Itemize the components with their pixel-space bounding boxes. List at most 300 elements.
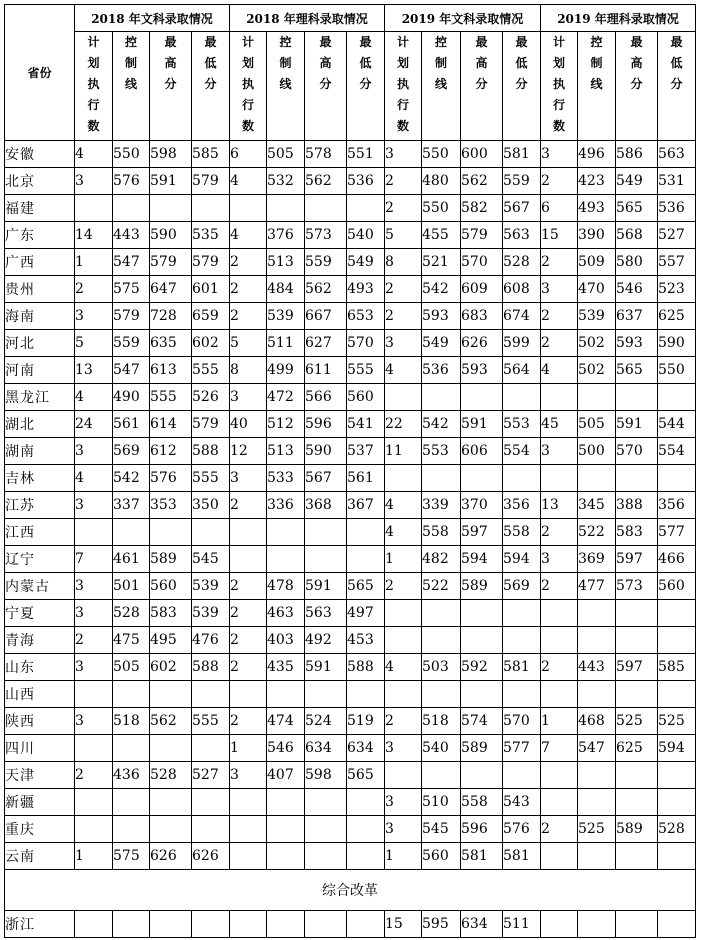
data-cell xyxy=(658,600,696,627)
data-cell: 565 xyxy=(347,762,385,789)
table-row xyxy=(5,357,696,384)
data-cell: 579 xyxy=(192,249,230,276)
data-cell: 2 xyxy=(75,627,113,654)
data-cell: 574 xyxy=(461,708,503,735)
data-cell: 591 xyxy=(305,654,347,681)
data-cell: 540 xyxy=(422,735,461,762)
data-cell: 2 xyxy=(230,654,267,681)
data-cell: 2 xyxy=(230,708,267,735)
data-cell xyxy=(503,384,541,411)
data-cell: 588 xyxy=(192,654,230,681)
province-cell: 陕西 xyxy=(5,708,75,735)
data-cell xyxy=(541,600,578,627)
data-cell: 1 xyxy=(230,735,267,762)
data-cell: 582 xyxy=(461,195,503,222)
data-cell xyxy=(616,681,658,708)
data-cell xyxy=(347,816,385,843)
data-cell: 567 xyxy=(305,465,347,492)
province-cell: 内蒙古 xyxy=(5,573,75,600)
data-cell: 4 xyxy=(541,357,578,384)
table-row xyxy=(5,195,696,222)
data-cell: 4 xyxy=(385,519,422,546)
data-cell: 581 xyxy=(503,141,541,168)
data-cell xyxy=(461,627,503,654)
data-cell: 563 xyxy=(305,600,347,627)
data-cell: 583 xyxy=(616,519,658,546)
subheader-2-3 xyxy=(503,32,541,141)
data-cell: 2 xyxy=(541,519,578,546)
data-cell xyxy=(385,465,422,492)
data-cell xyxy=(578,911,616,938)
subheader-label: 计划执行数 xyxy=(396,35,409,133)
data-cell xyxy=(150,195,192,222)
data-cell: 1 xyxy=(75,843,113,870)
data-cell xyxy=(422,465,461,492)
data-cell: 443 xyxy=(578,654,616,681)
data-cell xyxy=(305,195,347,222)
data-cell xyxy=(192,789,230,816)
data-cell: 13 xyxy=(541,492,578,519)
data-cell: 578 xyxy=(305,141,347,168)
data-cell: 14 xyxy=(75,222,113,249)
table-row xyxy=(5,330,696,357)
data-cell xyxy=(230,519,267,546)
data-cell: 474 xyxy=(267,708,305,735)
table-row xyxy=(5,627,696,654)
reform-section-label: 综合改革 xyxy=(5,870,696,911)
data-cell: 3 xyxy=(385,735,422,762)
data-cell: 560 xyxy=(658,573,696,600)
header-row-groups xyxy=(5,5,696,32)
data-cell: 577 xyxy=(503,735,541,762)
data-cell xyxy=(347,546,385,573)
data-cell: 579 xyxy=(461,222,503,249)
data-cell: 653 xyxy=(347,303,385,330)
table-row xyxy=(5,492,696,519)
data-cell: 2 xyxy=(385,276,422,303)
data-cell: 555 xyxy=(192,357,230,384)
data-cell: 5 xyxy=(230,330,267,357)
province-cell: 广西 xyxy=(5,249,75,276)
province-cell: 海南 xyxy=(5,303,75,330)
data-cell: 546 xyxy=(616,276,658,303)
data-cell: 2 xyxy=(230,573,267,600)
data-cell: 576 xyxy=(503,816,541,843)
province-cell: 北京 xyxy=(5,168,75,195)
table-row xyxy=(5,911,696,938)
data-cell: 40 xyxy=(230,411,267,438)
province-cell: 安徽 xyxy=(5,141,75,168)
data-cell xyxy=(541,911,578,938)
data-cell: 525 xyxy=(616,708,658,735)
data-cell: 3 xyxy=(75,600,113,627)
data-cell: 356 xyxy=(503,492,541,519)
data-cell xyxy=(267,789,305,816)
data-cell: 536 xyxy=(658,195,696,222)
data-cell: 1 xyxy=(385,843,422,870)
data-cell: 518 xyxy=(113,708,150,735)
data-cell: 547 xyxy=(113,249,150,276)
data-cell: 555 xyxy=(192,708,230,735)
data-cell: 2 xyxy=(541,168,578,195)
admission-table-wrapper xyxy=(4,4,696,938)
data-cell xyxy=(150,911,192,938)
data-cell: 601 xyxy=(192,276,230,303)
data-cell: 370 xyxy=(461,492,503,519)
province-cell: 湖南 xyxy=(5,438,75,465)
data-cell: 589 xyxy=(616,816,658,843)
data-cell: 2 xyxy=(541,249,578,276)
subheader-label: 最高分 xyxy=(164,35,177,91)
data-cell: 490 xyxy=(113,384,150,411)
data-cell: 388 xyxy=(616,492,658,519)
data-cell: 3 xyxy=(75,654,113,681)
data-cell: 525 xyxy=(578,816,616,843)
data-cell: 634 xyxy=(305,735,347,762)
data-cell: 6 xyxy=(541,195,578,222)
data-cell xyxy=(267,843,305,870)
data-cell xyxy=(658,762,696,789)
data-cell: 513 xyxy=(267,438,305,465)
subheader-1-1 xyxy=(267,32,305,141)
data-cell xyxy=(385,762,422,789)
data-cell: 3 xyxy=(75,492,113,519)
data-cell: 606 xyxy=(461,438,503,465)
table-row xyxy=(5,141,696,168)
data-cell: 3 xyxy=(541,141,578,168)
data-cell xyxy=(578,384,616,411)
data-cell: 403 xyxy=(267,627,305,654)
data-cell: 558 xyxy=(461,789,503,816)
table-row xyxy=(5,384,696,411)
data-cell: 598 xyxy=(305,762,347,789)
data-cell: 634 xyxy=(347,735,385,762)
data-cell: 7 xyxy=(75,546,113,573)
province-cell: 黑龙江 xyxy=(5,384,75,411)
data-cell xyxy=(616,911,658,938)
data-cell: 565 xyxy=(616,195,658,222)
data-cell: 579 xyxy=(113,303,150,330)
data-cell: 595 xyxy=(422,911,461,938)
data-cell: 4 xyxy=(385,492,422,519)
data-cell: 581 xyxy=(461,843,503,870)
data-cell: 547 xyxy=(113,357,150,384)
data-cell: 3 xyxy=(385,789,422,816)
data-cell: 602 xyxy=(192,330,230,357)
data-cell: 537 xyxy=(347,438,385,465)
data-cell: 558 xyxy=(422,519,461,546)
data-cell: 542 xyxy=(422,276,461,303)
data-cell: 4 xyxy=(385,654,422,681)
data-cell: 612 xyxy=(150,438,192,465)
data-cell: 598 xyxy=(150,141,192,168)
data-cell: 493 xyxy=(347,276,385,303)
data-cell: 524 xyxy=(305,708,347,735)
data-cell xyxy=(658,789,696,816)
data-cell xyxy=(616,789,658,816)
data-cell xyxy=(230,816,267,843)
data-cell: 591 xyxy=(461,411,503,438)
data-cell xyxy=(150,816,192,843)
province-cell: 贵州 xyxy=(5,276,75,303)
data-cell: 577 xyxy=(658,519,696,546)
data-cell: 575 xyxy=(113,843,150,870)
data-cell: 480 xyxy=(422,168,461,195)
data-cell: 350 xyxy=(192,492,230,519)
data-cell: 3 xyxy=(541,438,578,465)
data-cell xyxy=(192,911,230,938)
data-cell: 608 xyxy=(503,276,541,303)
data-cell xyxy=(347,911,385,938)
data-cell: 4 xyxy=(230,168,267,195)
data-cell xyxy=(150,735,192,762)
data-cell: 390 xyxy=(578,222,616,249)
data-cell xyxy=(75,789,113,816)
data-cell: 4 xyxy=(75,384,113,411)
data-cell: 555 xyxy=(150,384,192,411)
data-cell: 594 xyxy=(461,546,503,573)
subheader-2-2 xyxy=(461,32,503,141)
data-cell xyxy=(347,843,385,870)
data-cell: 550 xyxy=(422,141,461,168)
data-cell: 8 xyxy=(230,357,267,384)
data-cell: 423 xyxy=(578,168,616,195)
data-cell: 613 xyxy=(150,357,192,384)
table-row xyxy=(5,654,696,681)
data-cell: 550 xyxy=(422,195,461,222)
data-cell xyxy=(267,816,305,843)
data-cell: 553 xyxy=(422,438,461,465)
data-cell: 4 xyxy=(75,141,113,168)
subheader-3-3 xyxy=(658,32,696,141)
data-cell: 579 xyxy=(150,249,192,276)
data-cell: 557 xyxy=(658,249,696,276)
subheader-label: 计划执行数 xyxy=(241,35,254,133)
data-cell xyxy=(658,627,696,654)
data-cell xyxy=(305,911,347,938)
data-cell: 539 xyxy=(267,303,305,330)
data-cell xyxy=(267,519,305,546)
data-cell xyxy=(578,465,616,492)
data-cell: 547 xyxy=(578,735,616,762)
subheader-3-0 xyxy=(541,32,578,141)
data-cell: 579 xyxy=(192,168,230,195)
table-row xyxy=(5,168,696,195)
data-cell: 625 xyxy=(658,303,696,330)
subheader-0-3 xyxy=(192,32,230,141)
data-cell xyxy=(616,600,658,627)
data-cell: 554 xyxy=(503,438,541,465)
data-cell: 2 xyxy=(541,573,578,600)
data-cell: 579 xyxy=(192,411,230,438)
subheader-3-2 xyxy=(616,32,658,141)
data-cell xyxy=(461,600,503,627)
data-cell: 45 xyxy=(541,411,578,438)
data-cell: 596 xyxy=(461,816,503,843)
data-cell: 453 xyxy=(347,627,385,654)
data-cell: 559 xyxy=(305,249,347,276)
data-cell: 519 xyxy=(347,708,385,735)
data-cell: 367 xyxy=(347,492,385,519)
subheader-label: 控制线 xyxy=(279,35,292,91)
data-cell: 634 xyxy=(461,911,503,938)
data-cell xyxy=(267,195,305,222)
data-cell: 536 xyxy=(422,357,461,384)
data-cell xyxy=(422,384,461,411)
data-cell: 539 xyxy=(192,573,230,600)
data-cell xyxy=(230,911,267,938)
data-cell: 510 xyxy=(422,789,461,816)
data-cell: 536 xyxy=(347,168,385,195)
data-cell xyxy=(267,911,305,938)
subheader-2-0 xyxy=(385,32,422,141)
data-cell: 565 xyxy=(347,573,385,600)
data-cell: 533 xyxy=(267,465,305,492)
province-cell: 新疆 xyxy=(5,789,75,816)
data-cell: 477 xyxy=(578,573,616,600)
province-cell: 山西 xyxy=(5,681,75,708)
data-cell: 7 xyxy=(541,735,578,762)
data-cell xyxy=(616,843,658,870)
data-cell: 570 xyxy=(616,438,658,465)
data-cell xyxy=(578,843,616,870)
province-cell: 广东 xyxy=(5,222,75,249)
data-cell xyxy=(305,816,347,843)
data-cell xyxy=(616,627,658,654)
data-cell: 407 xyxy=(267,762,305,789)
data-cell: 560 xyxy=(422,843,461,870)
data-cell: 528 xyxy=(658,816,696,843)
data-cell: 2 xyxy=(230,249,267,276)
data-cell: 528 xyxy=(150,762,192,789)
data-cell xyxy=(578,600,616,627)
data-cell xyxy=(658,465,696,492)
data-cell xyxy=(192,195,230,222)
data-cell: 635 xyxy=(150,330,192,357)
data-cell: 2 xyxy=(230,627,267,654)
data-cell: 527 xyxy=(658,222,696,249)
data-cell xyxy=(616,465,658,492)
table-row xyxy=(5,303,696,330)
data-cell: 5 xyxy=(385,222,422,249)
data-cell: 549 xyxy=(422,330,461,357)
subheader-0-2 xyxy=(150,32,192,141)
data-cell xyxy=(230,195,267,222)
data-cell: 550 xyxy=(658,357,696,384)
data-cell: 563 xyxy=(503,222,541,249)
data-cell: 589 xyxy=(461,735,503,762)
data-cell: 593 xyxy=(461,357,503,384)
data-cell: 500 xyxy=(578,438,616,465)
data-cell xyxy=(385,681,422,708)
data-cell xyxy=(578,789,616,816)
table-row xyxy=(5,816,696,843)
data-cell: 502 xyxy=(578,357,616,384)
table-row xyxy=(5,762,696,789)
data-cell: 502 xyxy=(578,330,616,357)
admission-table xyxy=(4,4,696,938)
data-cell: 2 xyxy=(230,303,267,330)
data-cell xyxy=(385,600,422,627)
data-cell: 466 xyxy=(658,546,696,573)
province-cell: 四川 xyxy=(5,735,75,762)
subheader-0-0 xyxy=(75,32,113,141)
data-cell: 511 xyxy=(503,911,541,938)
data-cell xyxy=(267,546,305,573)
data-cell: 1 xyxy=(385,546,422,573)
table-row xyxy=(5,411,696,438)
data-cell: 597 xyxy=(616,546,658,573)
data-cell: 611 xyxy=(305,357,347,384)
data-cell: 583 xyxy=(150,600,192,627)
data-cell: 609 xyxy=(461,276,503,303)
data-cell xyxy=(305,546,347,573)
data-cell: 544 xyxy=(658,411,696,438)
data-cell: 573 xyxy=(305,222,347,249)
table-row xyxy=(5,600,696,627)
data-cell: 728 xyxy=(150,303,192,330)
data-cell xyxy=(192,735,230,762)
data-cell: 2 xyxy=(541,654,578,681)
data-cell xyxy=(541,465,578,492)
data-cell: 3 xyxy=(75,573,113,600)
data-cell: 539 xyxy=(192,600,230,627)
data-cell xyxy=(113,911,150,938)
data-cell: 493 xyxy=(578,195,616,222)
data-cell: 531 xyxy=(658,168,696,195)
data-cell: 559 xyxy=(113,330,150,357)
subheader-label: 最低分 xyxy=(204,35,217,91)
data-cell: 455 xyxy=(422,222,461,249)
data-cell: 647 xyxy=(150,276,192,303)
data-cell xyxy=(658,681,696,708)
data-cell: 581 xyxy=(503,843,541,870)
data-cell: 626 xyxy=(192,843,230,870)
data-cell: 461 xyxy=(113,546,150,573)
data-cell: 591 xyxy=(305,573,347,600)
data-cell: 497 xyxy=(347,600,385,627)
data-cell: 570 xyxy=(503,708,541,735)
table-row xyxy=(5,222,696,249)
data-cell: 590 xyxy=(658,330,696,357)
data-cell: 561 xyxy=(113,411,150,438)
table-row xyxy=(5,249,696,276)
data-cell: 339 xyxy=(422,492,461,519)
data-cell: 2 xyxy=(75,762,113,789)
province-cell: 浙江 xyxy=(5,911,75,938)
data-cell: 3 xyxy=(75,708,113,735)
data-cell: 625 xyxy=(616,735,658,762)
data-cell xyxy=(230,681,267,708)
data-cell xyxy=(75,735,113,762)
data-cell: 539 xyxy=(578,303,616,330)
data-cell: 356 xyxy=(658,492,696,519)
reform-section-row xyxy=(5,870,696,911)
table-row xyxy=(5,681,696,708)
data-cell: 585 xyxy=(658,654,696,681)
data-cell: 554 xyxy=(658,438,696,465)
data-cell: 570 xyxy=(461,249,503,276)
data-cell xyxy=(347,789,385,816)
data-cell: 3 xyxy=(75,438,113,465)
data-cell xyxy=(150,681,192,708)
data-cell: 15 xyxy=(385,911,422,938)
data-cell: 495 xyxy=(150,627,192,654)
data-cell xyxy=(461,384,503,411)
data-cell: 541 xyxy=(347,411,385,438)
data-cell: 3 xyxy=(230,384,267,411)
data-cell: 3 xyxy=(75,303,113,330)
